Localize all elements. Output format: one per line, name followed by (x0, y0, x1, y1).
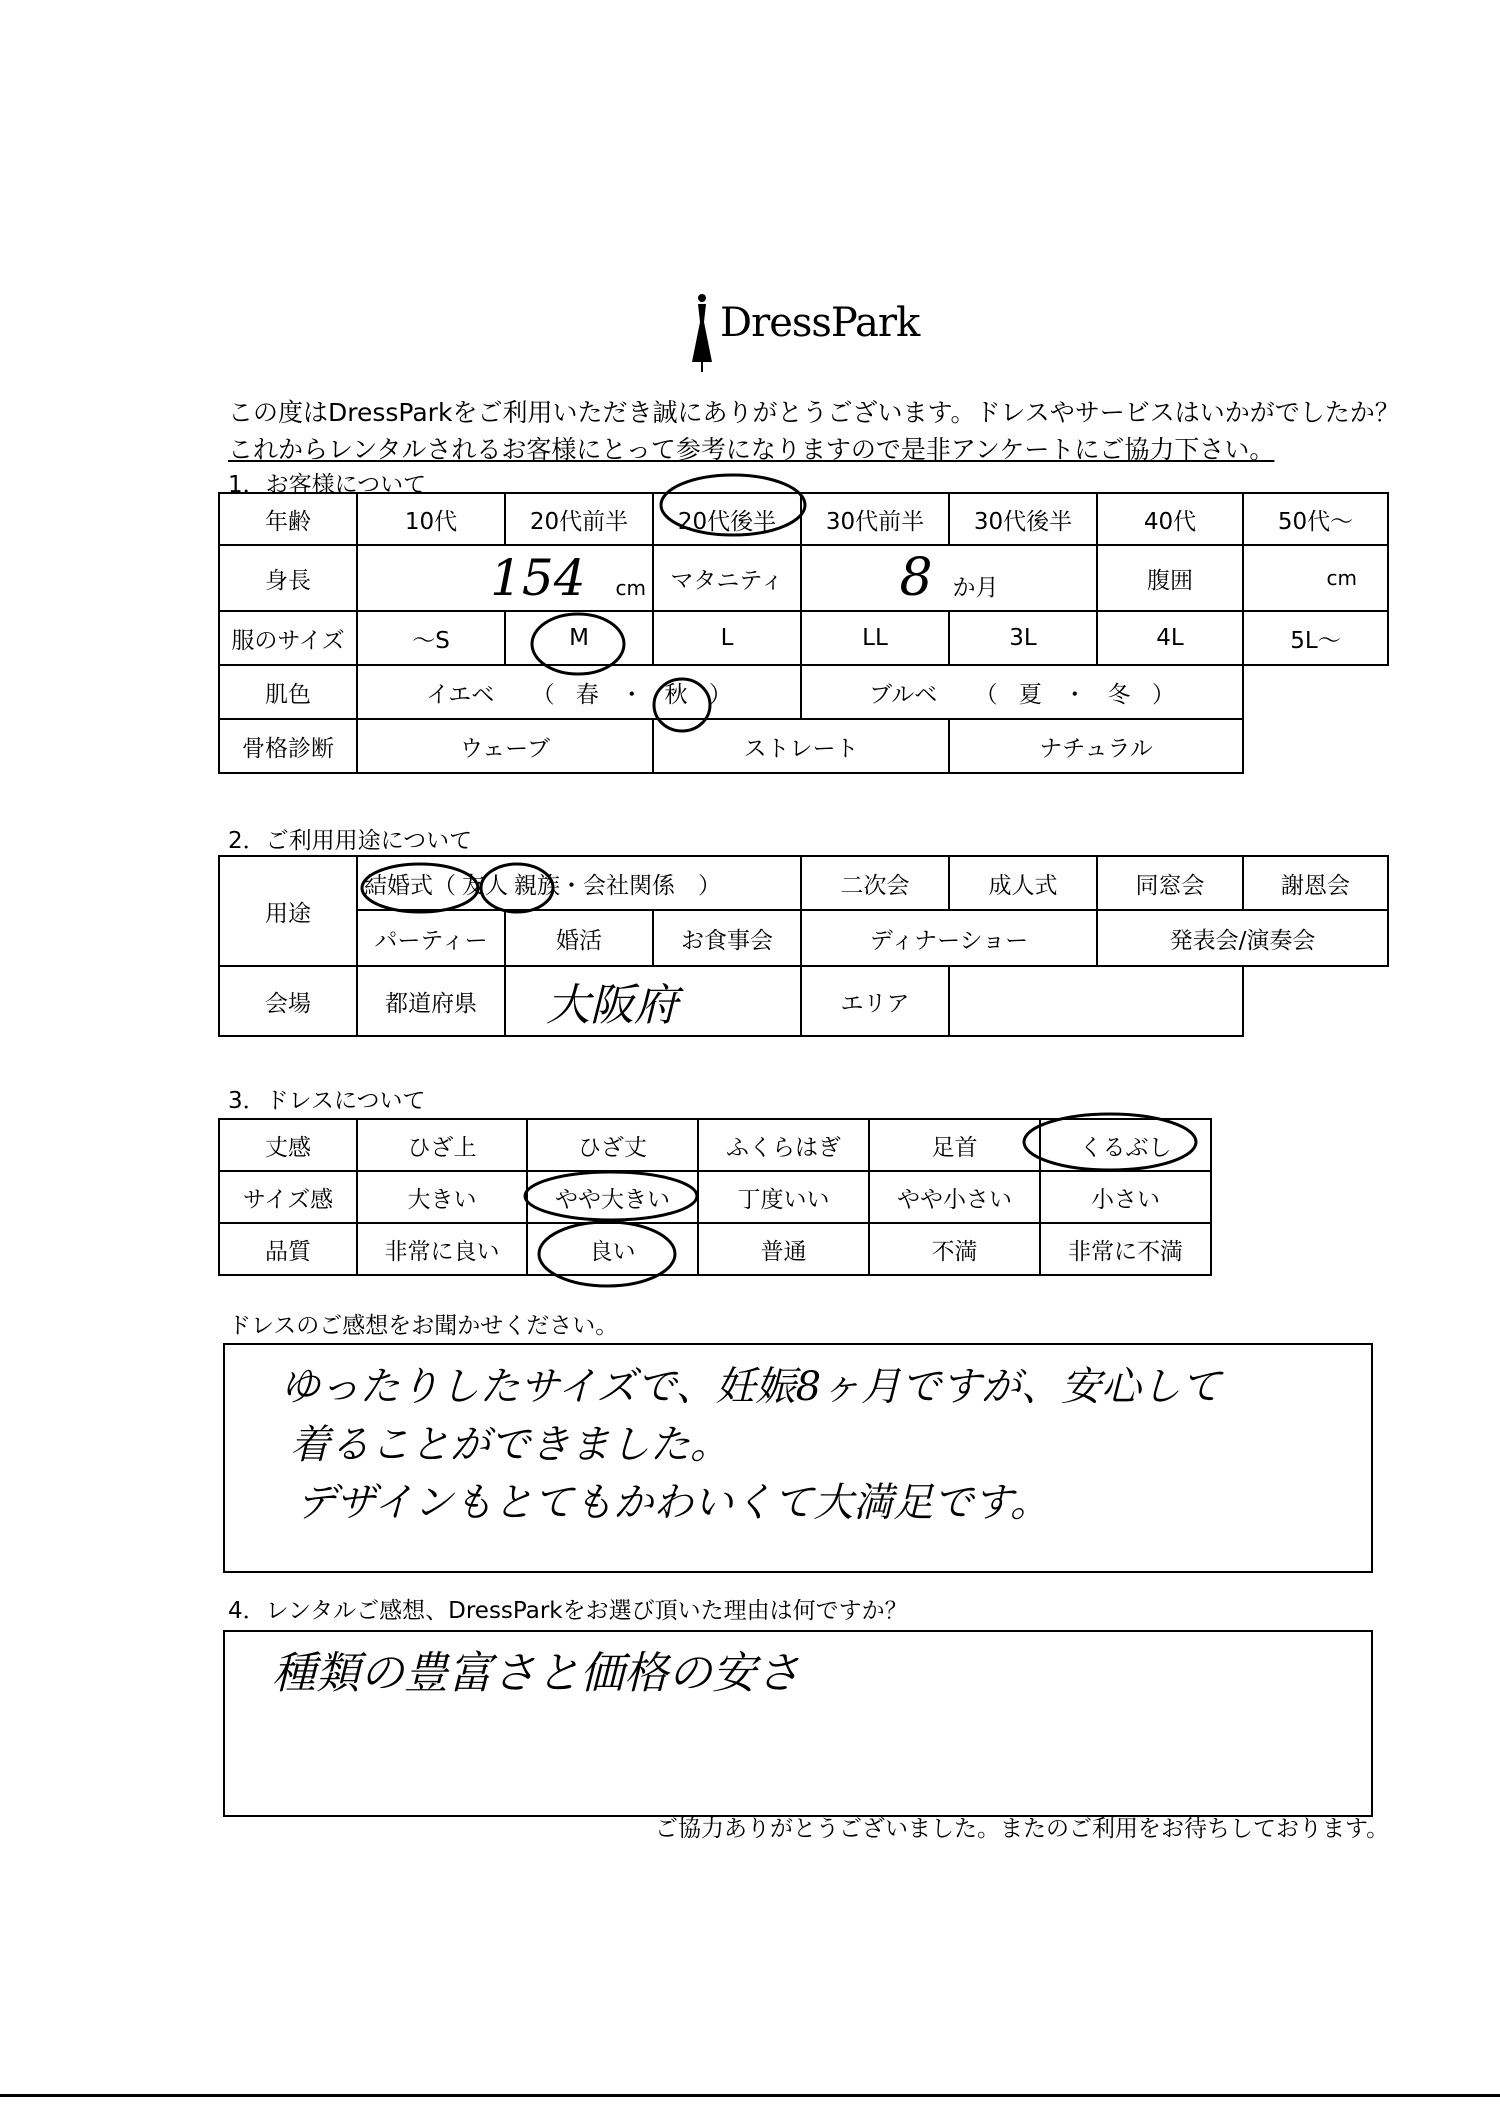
age-option[interactable]: 50代～ (1243, 493, 1388, 545)
size-option[interactable]: 4L (1097, 611, 1243, 665)
logo-text: DressPark (720, 300, 920, 346)
height-label: 身長 (219, 545, 357, 611)
frame-option[interactable]: ナチュラル (949, 719, 1243, 773)
fit-label: サイズ感 (219, 1171, 357, 1223)
paren-open: （ (531, 681, 555, 708)
pref-value: 大阪府 (546, 980, 678, 1031)
skin-dot: ・ (1063, 681, 1087, 708)
size-option-selected[interactable]: M (505, 611, 653, 665)
purpose-option[interactable]: 謝恩会 (1243, 856, 1388, 910)
paren-close: ） (708, 681, 732, 708)
fit-option[interactable]: やや小さい (869, 1171, 1040, 1223)
circle-size-m (532, 614, 624, 674)
impression-line-3: デザインもとてもかわいくて大満足です。 (296, 1480, 1050, 1526)
quality-option-selected[interactable]: 良い (527, 1223, 698, 1275)
skin-dot: ・ (620, 681, 644, 708)
maternity-unit: か月 (952, 575, 999, 601)
size-option[interactable]: ～S (357, 611, 505, 665)
family-option: 親族・会社関係 ） (514, 872, 721, 899)
purpose-option[interactable]: 婚活 (505, 910, 653, 966)
purpose-label: 用途 (219, 856, 357, 966)
purpose-option[interactable]: 成人式 (949, 856, 1097, 910)
circle-fit-slightly-large (525, 1172, 697, 1220)
frame-label: 骨格診断 (219, 719, 357, 773)
circle-friend (481, 864, 553, 912)
size-option[interactable]: 3L (949, 611, 1097, 665)
age-option[interactable]: 40代 (1097, 493, 1243, 545)
waist-unit[interactable]: cm (1243, 545, 1388, 611)
age-option[interactable]: 20代前半 (505, 493, 653, 545)
age-option-selected[interactable]: 20代後半 (653, 493, 801, 545)
length-option[interactable]: ふくらはぎ (698, 1119, 869, 1171)
purpose-option[interactable]: ディナーショー (801, 910, 1097, 966)
friend-selected: 友人 (462, 872, 508, 899)
size-option[interactable]: 5L～ (1243, 611, 1388, 665)
length-option[interactable]: ひざ丈 (527, 1119, 698, 1171)
quality-option[interactable]: 非常に良い (357, 1223, 527, 1275)
venue-label: 会場 (219, 966, 357, 1036)
length-option[interactable]: ひざ上 (357, 1119, 527, 1171)
circle-age-20s-late (661, 475, 805, 535)
skin-winter: 冬 (1107, 681, 1131, 708)
quality-option[interactable]: 普通 (698, 1223, 869, 1275)
length-label: 丈感 (219, 1119, 357, 1171)
maternity-value: 8 (899, 548, 933, 608)
quality-label: 品質 (219, 1223, 357, 1275)
reason-answer: 種類の豊富さと価格の安さ (272, 1648, 800, 1699)
section4-title: 4．レンタルご感想、DressParkをお選び頂いた理由は何ですか？ (228, 1598, 908, 1624)
circle-skin-autumn (654, 679, 710, 731)
age-option[interactable]: 30代後半 (949, 493, 1097, 545)
intro-line-2: これからレンタルされるお客様にとって参考になりますので是非アンケートにご協力下さい。 (228, 435, 1275, 464)
purpose-option[interactable]: 同窓会 (1097, 856, 1243, 910)
age-label: 年齢 (219, 493, 357, 545)
skin-spring: 春 (575, 681, 599, 708)
impression-line-2: 着ることができました。 (290, 1422, 730, 1468)
impression-line-1: ゆったりしたサイズで、妊娠8ヶ月ですが、安心して (280, 1364, 1222, 1410)
section2-title: 2．ご利用用途について (228, 828, 473, 854)
size-option[interactable]: LL (801, 611, 949, 665)
thanks-message: ご協力ありがとうございました。またのご利用をお待ちしております。 (655, 1816, 1390, 1842)
height-unit: cm (615, 576, 646, 600)
fit-option-selected[interactable]: やや大きい (527, 1171, 698, 1223)
skin-label: 肌色 (219, 665, 357, 719)
skin-blue-label: ブルベ (869, 681, 938, 708)
area-label: エリア (801, 966, 949, 1036)
frame-option[interactable]: ストレート (653, 719, 949, 773)
length-option[interactable]: 足首 (869, 1119, 1040, 1171)
section3-title: 3．ドレスについて (228, 1088, 426, 1114)
maternity-label: マタニティ (653, 545, 801, 611)
fit-option[interactable]: 丁度いい (698, 1171, 869, 1223)
size-option[interactable]: L (653, 611, 801, 665)
circle-length-ankle (1024, 1114, 1196, 1170)
waist-label: 腹囲 (1097, 545, 1243, 611)
purpose-option[interactable]: 発表会/演奏会 (1097, 910, 1388, 966)
quality-option[interactable]: 非常に不満 (1040, 1223, 1211, 1275)
age-option[interactable]: 30代前半 (801, 493, 949, 545)
pref-label: 都道府県 (357, 966, 505, 1036)
paren-open: （ (974, 681, 998, 708)
frame-option[interactable]: ウェーブ (357, 719, 653, 773)
wedding-label: 結婚式（ (364, 872, 456, 899)
paren-close: ） (1151, 681, 1175, 708)
size-label: 服のサイズ (219, 611, 357, 665)
age-option[interactable]: 10代 (357, 493, 505, 545)
section1-title: 1．お客様について (228, 472, 427, 498)
purpose-option[interactable]: お食事会 (653, 910, 801, 966)
skin-autumn-selected: 秋 (664, 681, 688, 708)
purpose-option[interactable]: パーティー (357, 910, 505, 966)
circle-quality-good (539, 1222, 675, 1286)
fit-option[interactable]: 大きい (357, 1171, 527, 1223)
impressions-prompt: ドレスのご感想をお聞かせください。 (228, 1313, 619, 1339)
intro-line-1: この度はDressParkをご利用いただき誠にありがとうございます。ドレスやサービスはいかがでしたか？ (228, 398, 1400, 427)
fit-option[interactable]: 小さい (1040, 1171, 1211, 1223)
height-value: 154 (490, 549, 586, 607)
skin-yellow-label: イエベ (426, 681, 495, 708)
quality-option[interactable]: 不満 (869, 1223, 1040, 1275)
length-option-selected[interactable]: くるぶし (1040, 1119, 1211, 1171)
circle-wedding (362, 864, 478, 912)
purpose-option[interactable]: 二次会 (801, 856, 949, 910)
skin-summer: 夏 (1018, 681, 1042, 708)
